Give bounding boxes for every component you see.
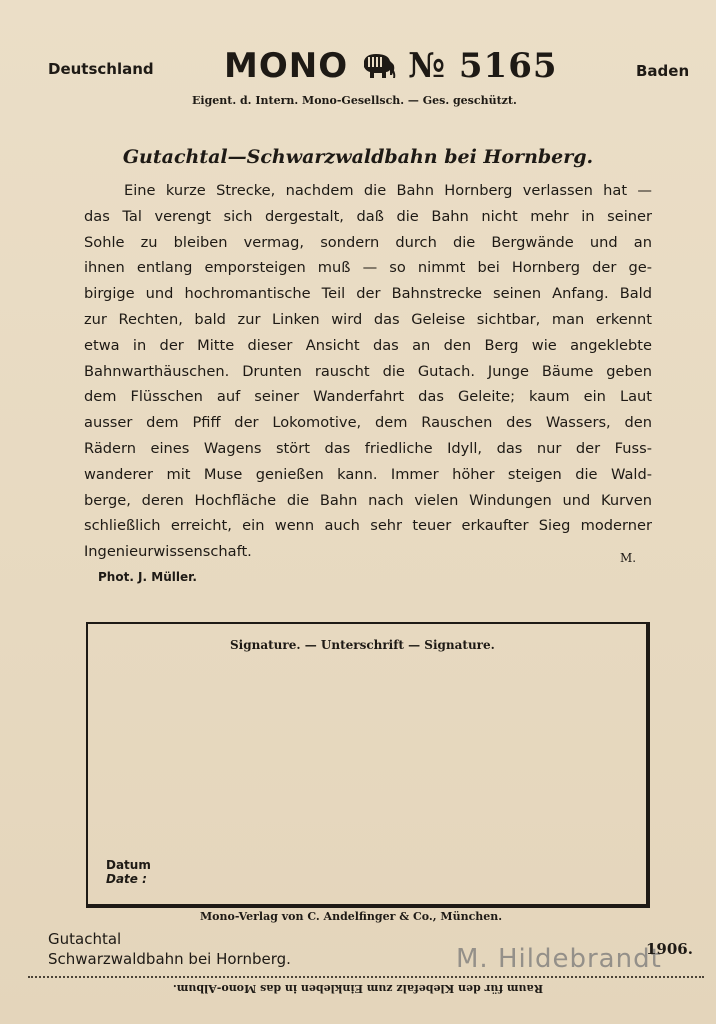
album-fold-note: Raum für den Klebefalz zum Einkleben in das Mono-Album.: [172, 982, 544, 995]
country-label: Deutschland: [48, 60, 154, 78]
elephant-icon: [358, 51, 398, 81]
article-line: das Tal verengt sich dergestalt, daß die Bahn nicht mehr in seiner: [84, 207, 652, 225]
article-line: zur Rechten, bald zur Linken wird das Geleise sichtbar, man erkennt: [84, 310, 652, 328]
article-line: Eine kurze Strecke, nachdem die Bahn Hornberg verlassen hat —: [124, 182, 652, 199]
brand-word: MONO: [224, 46, 349, 86]
article-line: berge, deren Hochfläche die Bahn nach vielen Windungen und Kurven: [84, 491, 652, 509]
article-line: birgige und hochromantische Teil der Bahnstrecke seinen Anfang. Bald: [84, 285, 652, 303]
article-line: wanderer mit Muse genießen kann. Immer höher steigen die Wald-: [84, 465, 652, 483]
article-line: schließlich erreicht, ein wenn auch sehr teuer erkaufter Sieg moderner: [84, 517, 652, 535]
signature-label: Signature. — Unterschrift — Signature.: [230, 638, 495, 652]
date-label-de: Datum: [106, 858, 151, 872]
caption-line-1: Gutachtal: [48, 930, 122, 948]
article-line: Bahnwarthäuschen. Drunten rauscht die Gutach. Junge Bäume geben: [84, 362, 652, 380]
owner-line: Eigent. d. Intern. Mono-Gesellsch. — Ges. geschützt.: [192, 94, 517, 107]
article-line: Rädern eines Wagens stört das friedliche Idyll, das nur der Fuss-: [84, 439, 652, 457]
signature-box[interactable]: [86, 622, 650, 908]
article-line: etwa in der Mitte dieser Ansicht das an den Berg wie angeklebte: [84, 336, 652, 354]
author-initial: M.: [620, 551, 637, 565]
date-label: [106, 858, 151, 886]
caption-line-2: Schwarzwaldbahn bei Hornberg.: [48, 950, 291, 968]
article-line: ihnen entlang emporsteigen muß — so nimmt bei Hornberg der ge-: [84, 259, 652, 277]
date-label-en: Date :: [106, 872, 147, 886]
article-line: Sohle zu bleiben vermag, sondern durch die Bergwände und an: [84, 233, 652, 251]
year-label: 1906.: [646, 940, 693, 958]
article-line: ausser dem Pfiff der Lokomotive, dem Rauschen des Wassers, den: [84, 414, 652, 432]
fold-line: [28, 976, 704, 978]
watermark: M. Hildebrandt: [456, 944, 662, 974]
region-label: Baden: [636, 62, 690, 80]
brand-logo: [224, 46, 558, 86]
article-line: Ingenieurwissenschaft.: [84, 543, 252, 561]
brand-number: № 5165: [408, 46, 558, 86]
article-body: [84, 178, 652, 565]
photo-credit: Phot. J. Müller.: [98, 570, 197, 584]
article-line: dem Flüsschen auf seiner Wanderfahrt das Geleite; kaum ein Laut: [84, 388, 652, 406]
article-title: Gutachtal—Schwarzwaldbahn bei Hornberg.: [122, 146, 594, 168]
publisher-line: Mono-Verlag von C. Andelfinger & Co., München.: [200, 910, 503, 923]
